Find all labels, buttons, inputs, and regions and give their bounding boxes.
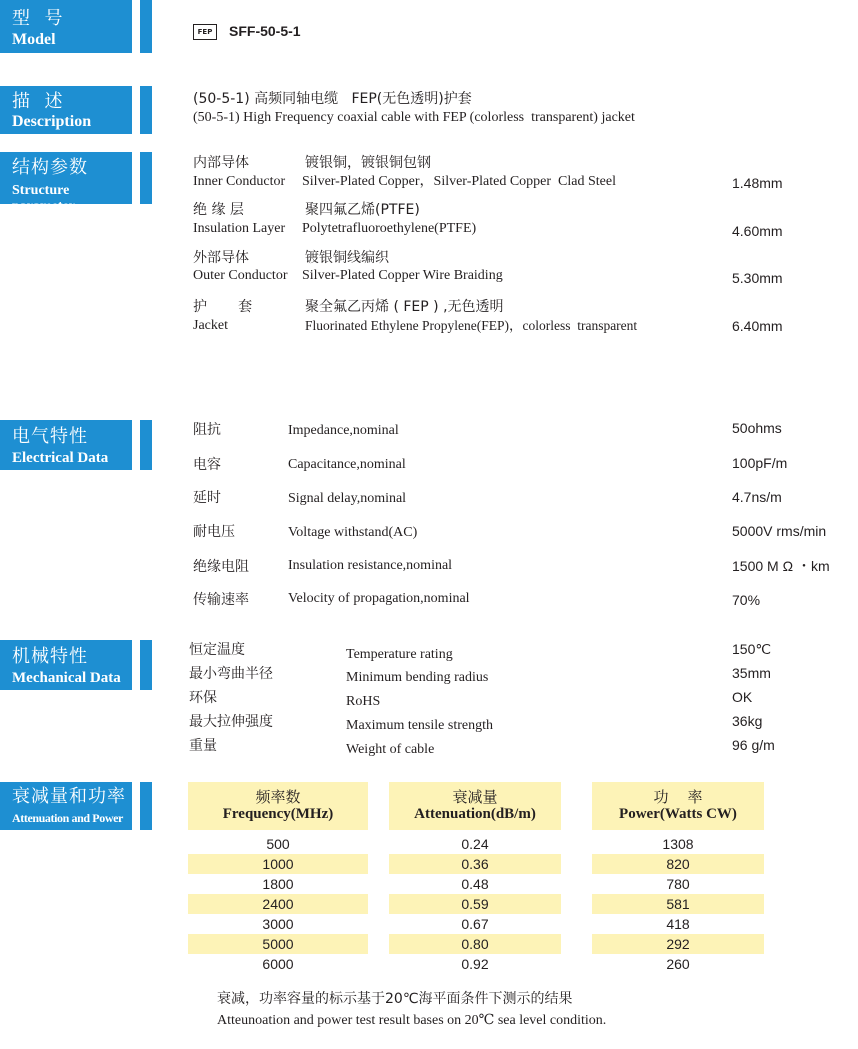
section-label-box <box>0 782 132 830</box>
structure-name-en: Jacket <box>193 318 228 333</box>
section-model <box>0 0 152 53</box>
attenuation-cell: 0.92 <box>461 956 489 972</box>
power-cell: 780 <box>666 876 690 892</box>
section-mechanical <box>0 640 152 690</box>
mechanical-name-en: Minimum bending radius <box>346 670 489 685</box>
frequency-cell: 1800 <box>262 876 294 892</box>
section-label-en: Attenuation and Power <box>12 811 123 825</box>
section-label-en: Model <box>12 31 56 48</box>
table-row <box>0 854 858 874</box>
frequency-cell: 5000 <box>188 934 368 954</box>
mechanical-name-cn: 最大拉伸强度 <box>189 714 273 730</box>
electrical-name-cn: 绝缘电阻 <box>193 559 249 575</box>
mechanical-name-en: Temperature rating <box>346 647 453 662</box>
structure-desc-cn: 聚四氟乙烯(PTFE) <box>305 202 420 218</box>
frequency-cell: 3000 <box>262 916 294 932</box>
power-cell: 260 <box>666 956 690 972</box>
section-accent-bar <box>140 0 152 53</box>
power-cell: 418 <box>666 916 690 932</box>
mechanical-value: 36kg <box>732 713 763 729</box>
table-row <box>0 874 858 894</box>
section-label-box <box>0 86 132 134</box>
structure-desc-cn: 镀银铜，镀银铜包钢 <box>305 155 431 171</box>
frequency-cell: 6000 <box>262 956 294 972</box>
power-cell: 1308 <box>662 836 694 852</box>
fep-badge-icon: FEP <box>193 24 217 40</box>
frequency-cell: 1000 <box>188 854 368 874</box>
structure-desc-cn: 镀银铜线编织 <box>305 250 389 266</box>
structure-name-en: Inner Conductor <box>193 174 286 189</box>
electrical-value: 1500 M Ω ・km <box>732 558 830 574</box>
header-en: Power(Watts CW) <box>619 806 737 822</box>
electrical-name-en: Velocity of propagation,nominal <box>288 591 470 606</box>
frequency-cell: 2400 <box>188 894 368 914</box>
section-structure <box>0 152 152 214</box>
structure-value: 4.60mm <box>732 223 783 239</box>
electrical-value: 70% <box>732 592 761 608</box>
footnote-cn: 衰减，功率容量的标示基于20℃海平面条件下测示的结果 <box>217 991 573 1007</box>
structure-desc-en: Silver-Plated Copper Wire Braiding <box>302 268 503 283</box>
section-label-cn: 结构参数 <box>12 157 88 178</box>
model-code: SFF-50-5-1 <box>229 23 301 39</box>
frequency-cell: 500 <box>266 836 290 852</box>
electrical-value: 4.7ns/m <box>732 489 782 505</box>
structure-name-en: Outer Conductor <box>193 268 288 283</box>
mechanical-name-cn: 最小弯曲半径 <box>189 666 273 682</box>
section-label-cn: 机械特性 <box>12 646 88 667</box>
table-row <box>0 934 858 954</box>
structure-desc-en: Fluorinated Ethylene Propylene(FEP)，colorless transparent <box>305 318 638 333</box>
electrical-name-cn: 电容 <box>193 457 221 473</box>
attenuation-cell: 0.80 <box>389 934 561 954</box>
header-en: Frequency(MHz) <box>222 806 334 822</box>
header-en: Attenuation(dB/m) <box>414 806 536 822</box>
section-label-box <box>0 152 132 214</box>
electrical-name-en: Voltage withstand(AC) <box>288 525 418 540</box>
section-label-cn: 型 号 <box>12 8 64 29</box>
structure-value: 1.48mm <box>732 175 783 191</box>
section-label-cn: 电气特性 <box>12 426 88 447</box>
electrical-name-cn: 耐电压 <box>193 524 235 540</box>
section-accent-bar <box>140 86 152 134</box>
header-cn: 衰减量 <box>452 788 498 806</box>
table-row <box>0 834 858 854</box>
description-en: (50-5-1) High Frequency coaxial cable with FEP (colorless transparent) jacket <box>193 110 635 125</box>
section-accent-bar <box>140 640 152 690</box>
electrical-name-en: Insulation resistance,nominal <box>288 558 453 573</box>
table-row <box>0 914 858 934</box>
section-label-box <box>0 420 132 470</box>
header-cn: 频率数 <box>255 788 301 806</box>
structure-name-cn: 内部导体 <box>193 155 249 171</box>
section-label-en: Electrical Data <box>12 450 109 466</box>
table-row <box>0 894 858 914</box>
electrical-name-en: Capacitance,nominal <box>288 457 406 472</box>
attenuation-cell: 0.36 <box>389 854 561 874</box>
section-label-box <box>0 0 132 53</box>
electrical-name-en: Impedance,nominal <box>288 423 399 438</box>
structure-value: 6.40mm <box>732 318 783 334</box>
table-row <box>0 954 858 974</box>
section-attenuation <box>0 782 152 830</box>
mechanical-name-en: RoHS <box>346 694 381 709</box>
attenuation-cell: 0.59 <box>389 894 561 914</box>
mechanical-value: 96 g/m <box>732 737 775 753</box>
description-cn: (50-5-1) 高频同轴电缆 FEP(无色透明)护套 <box>193 91 472 107</box>
electrical-name-cn: 延时 <box>193 490 221 506</box>
section-accent-bar <box>140 782 152 830</box>
section-accent-bar <box>140 152 152 204</box>
power-cell: 581 <box>592 894 764 914</box>
mechanical-name-cn: 恒定温度 <box>189 642 245 658</box>
structure-name-cn: 绝 缘 层 <box>193 202 244 218</box>
section-electrical <box>0 420 152 470</box>
header-cn: 功 率 <box>653 788 703 806</box>
structure-desc-en: Polytetrafluoroethylene(PTFE) <box>302 221 477 236</box>
power-cell: 292 <box>592 934 764 954</box>
electrical-name-en: Signal delay,nominal <box>288 491 407 506</box>
attenuation-cell: 0.24 <box>461 836 489 852</box>
attenuation-cell: 0.67 <box>461 916 489 932</box>
electrical-value: 100pF/m <box>732 455 788 471</box>
mechanical-name-cn: 环保 <box>189 690 217 706</box>
power-cell: 820 <box>592 854 764 874</box>
section-description <box>0 86 152 134</box>
section-label-box <box>0 640 132 690</box>
structure-value: 5.30mm <box>732 270 783 286</box>
mechanical-value: 35mm <box>732 665 771 681</box>
section-label-cn: 描 述 <box>12 91 64 112</box>
structure-desc-en: Silver-Plated Copper，Silver-Plated Copper Clad Steel <box>302 174 616 189</box>
attenuation-cell: 0.48 <box>461 876 489 892</box>
electrical-value: 50ohms <box>732 420 782 436</box>
mechanical-name-cn: 重量 <box>189 738 217 754</box>
mechanical-name-en: Maximum tensile strength <box>346 718 493 733</box>
structure-desc-cn: 聚全氟乙丙烯 ( FEP ) ,无色透明 <box>305 299 504 315</box>
electrical-name-cn: 传输速率 <box>193 592 249 608</box>
table-header-power <box>592 782 764 830</box>
table-header-attenuation <box>389 782 561 830</box>
section-label-en: Structure parameter <box>12 183 75 214</box>
section-label-cn: 衰减量和功率 <box>12 786 126 807</box>
section-label-en: Description <box>12 113 92 130</box>
table-header-frequency <box>188 782 368 830</box>
mechanical-value: 150℃ <box>732 641 772 657</box>
electrical-value: 5000V rms/min <box>732 523 827 539</box>
section-label-en: Mechanical Data <box>12 670 121 686</box>
footnote-en: Atteunoation and power test result bases on 20℃ sea level condition. <box>217 1013 607 1028</box>
section-accent-bar <box>140 420 152 470</box>
mechanical-name-en: Weight of cable <box>346 742 435 757</box>
structure-name-en: Insulation Layer <box>193 221 286 236</box>
structure-name-cn: 外部导体 <box>193 250 249 266</box>
structure-name-cn: 护 套 <box>193 299 253 315</box>
electrical-name-cn: 阻抗 <box>193 422 221 438</box>
mechanical-value: OK <box>732 689 753 705</box>
